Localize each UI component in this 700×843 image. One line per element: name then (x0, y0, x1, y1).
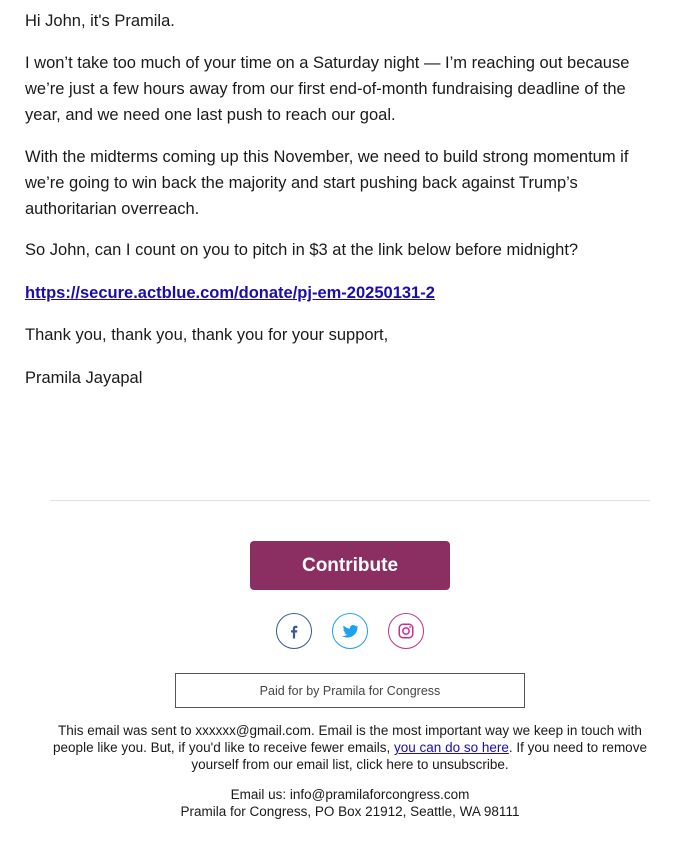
instagram-icon (397, 622, 415, 640)
footer-contact (40, 786, 660, 820)
unsubscribe-text[interactable]: . If you need to remove yourself from our email list, click here to unsubscribe. (191, 740, 647, 772)
donate-link[interactable]: https://secure.actblue.com/donate/pj-em-20250131-2 (25, 284, 435, 302)
footer-notice-text: This email was sent to xxxxxx@gmail.com. Email is the most important way we keep in touch with people like you. But, if you'd like to receive fewer emails, (53, 723, 642, 755)
divider (50, 500, 650, 501)
fewer-emails-link[interactable]: you can do so here (394, 740, 509, 755)
paid-for-disclaimer: Paid for by Pramila for Congress (175, 673, 525, 708)
body-paragraph-2: With the midterms coming up this November, we need to build strong momentum if we’re going to win back the majority and start pushing back against Trump’s authoritarian overreach. (25, 148, 629, 218)
email-us: Email us: info@pramilaforcongress.com (230, 787, 470, 802)
donate-link-line (25, 280, 665, 306)
twitter-icon (341, 622, 359, 640)
mailing-address: Pramila for Congress, PO Box 21912, Seattle, WA 98111 (180, 804, 520, 819)
twitter-link[interactable] (332, 613, 368, 649)
signature: Pramila Jayapal (25, 369, 143, 387)
footer-notice (40, 722, 660, 773)
contribute-button[interactable]: Contribute (250, 541, 450, 590)
facebook-link[interactable] (276, 613, 312, 649)
body-paragraph-1: I won’t take too much of your time on a Saturday night — I’m reaching out because we’re just a few hours away from our first end-of-month fundraising deadline of the year, and we need one last push to reach our goal. (25, 54, 630, 124)
body-paragraph-3: So John, can I count on you to pitch in $3 at the link below before midnight? (25, 241, 579, 259)
facebook-icon (285, 622, 303, 640)
greeting-text: Hi John, it's Pramila. (25, 12, 175, 30)
thanks-text: Thank you, thank you, thank you for your support, (25, 326, 389, 344)
instagram-link[interactable] (388, 613, 424, 649)
